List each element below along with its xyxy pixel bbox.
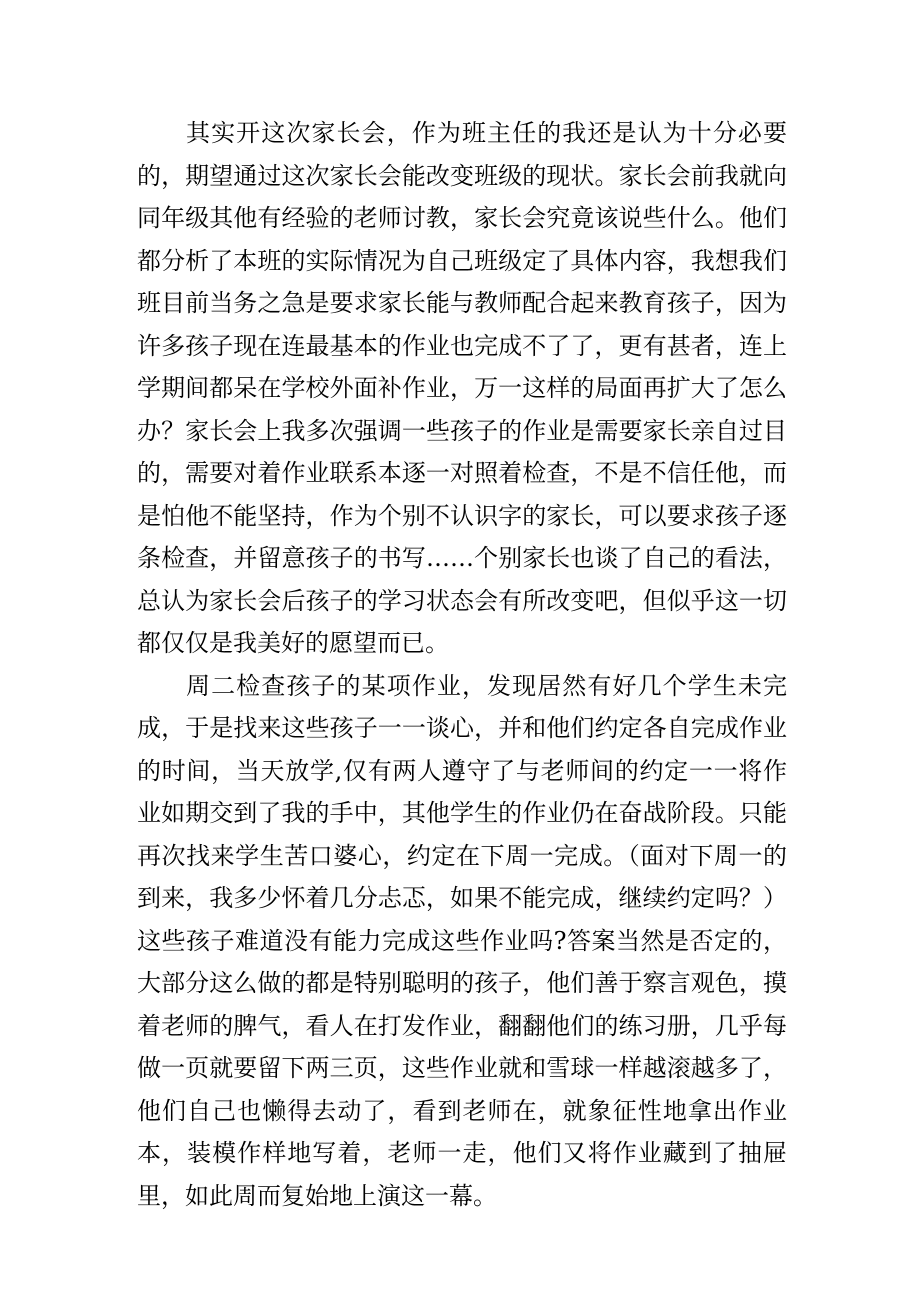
document-body bbox=[137, 112, 787, 1217]
paragraph-1: 其实开这次家长会，作为班主任的我还是认为十分必要的，期望通过这次家长会能改变班级的现状。家长会前我就向同年级其他有经验的老师讨教，家长会究竟该说些什么。他们都分析了本班的实际情况为自己班级定了具体内容，我想我们班目前当务之急是要求家长能与教师配合起来教育孩子，因为许多孩子现在连最基本的作业也完成不了了，更有甚者，连上学期间都呆在学校外面补作业，万一这样的局面再扩大了怎么办？家长会上我多次强调一些孩子的作业是需要家长亲自过目的，需要对着作业联系本逐一对照着检查，不是不信任他，而是怕他不能坚持，作为个别不认识字的家长，可以要求孩子逐条检查，并留意孩子的书写……个别家长也谈了自己的看法，总认为家长会后孩子的学习状态会有所改变吧，但似乎这一切都仅仅是我美好的愿望而已。 bbox=[137, 119, 787, 657]
paragraph-2: 周二检查孩子的某项作业，发现居然有好几个学生未完成，于是找来这些孩子一一谈心，并和他们约定各自完成作业的时间，当天放学,仅有两人遵守了与老师间的约定一一将作业如期交到了我的手中，其他学生的作业仍在奋战阶段。只能再次找来学生苦口婆心，约定在下周一完成。（面对下周一的到来，我多少怀着几分忐忑，如果不能完成，继续约定吗？）这些孩子难道没有能力完成这些作业吗?答案当然是否定的，大部分这么做的都是特别聪明的孩子，他们善于察言观色，摸着老师的脾气，看人在打发作业，翻翻他们的练习册，几乎每做一页就要留下两三页，这些作业就和雪球一样越滚越多了，他们自己也懒得去动了，看到老师在，就象征性地拿出作业本，装模作样地写着，老师一走，他们又将作业藏到了抽屉里，如此周而复始地上演这一幕。 bbox=[137, 671, 787, 1210]
